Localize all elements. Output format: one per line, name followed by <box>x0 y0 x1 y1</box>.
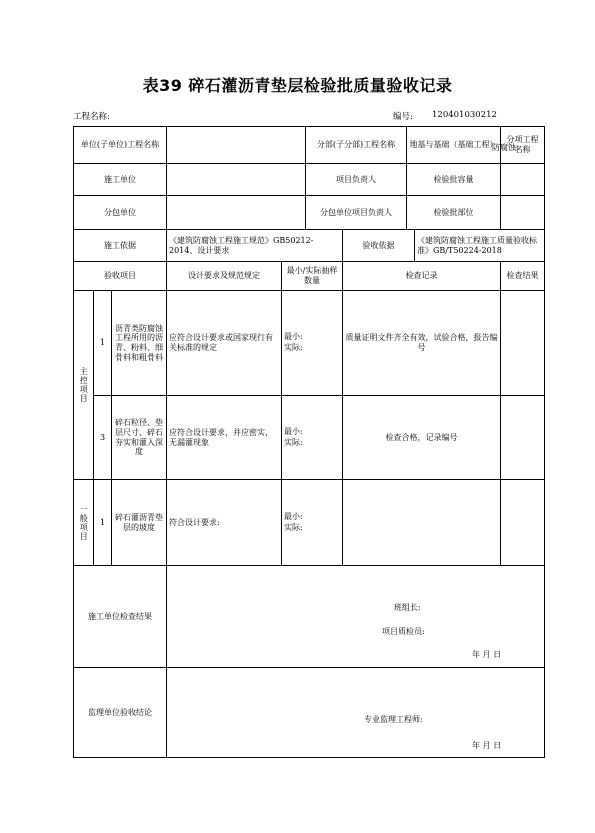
acceptance-basis-value: 《建筑防腐蚀工程施工质量验收标准》GB/T50224-2018 <box>415 230 545 262</box>
contractor-value[interactable] <box>167 164 306 196</box>
unit-project-value[interactable] <box>167 127 306 164</box>
row-number: 1 <box>94 480 112 566</box>
sampling-cell <box>282 291 343 396</box>
min-label: 最小: <box>284 511 303 521</box>
check-item: 碎石灌沥青垫层的坡度 <box>112 480 167 566</box>
project-manager-label: 项目负责人 <box>306 164 407 196</box>
check-record[interactable] <box>343 480 501 566</box>
check-result[interactable] <box>501 480 545 566</box>
sub-project-label: 分部(子分部)工程名称 <box>306 127 407 164</box>
acceptance-basis-label: 验收依据 <box>343 230 415 262</box>
requirement: 应符合设计要求或国家现行有关标准的规定 <box>167 291 282 396</box>
check-item: 碎石粒径、垫层尺寸、碎石夯实和灌入深度 <box>112 396 167 480</box>
construction-basis-label: 施工依据 <box>74 230 167 262</box>
unit-project-label: 单位(子单位)工程名称 <box>74 127 167 164</box>
main-control-label: 主控项目 <box>79 367 89 403</box>
supervisor-check-label: 监理单位验收结论 <box>74 668 167 758</box>
page-title: 表39 碎石灌沥青垫层检验批质量验收记录 <box>142 76 453 95</box>
number-value: 120401030212 <box>432 110 497 120</box>
actual-label: 实际: <box>284 343 303 352</box>
supervisor-check-cell[interactable] <box>167 668 545 758</box>
supervisor-date: 年 月 日 <box>472 740 502 750</box>
number-label: 编号: <box>393 112 413 122</box>
batch-location-label: 检验批部位 <box>407 196 501 230</box>
check-item: 沥青类防腐蚀工程所用的沥青、粉料、细骨料和粗骨料 <box>112 291 167 396</box>
col-header-record: 检查记录 <box>343 262 501 291</box>
engineer-label: 专业监理工程师: <box>364 714 423 724</box>
sampling-cell <box>282 480 343 566</box>
col-header-item: 验收项目 <box>74 262 167 291</box>
col-header-result: 检查结果 <box>501 262 545 291</box>
col-header-requirement: 设计要求及规范规定 <box>167 262 282 291</box>
sub-manager-label: 分包单位项目负责人 <box>306 196 407 230</box>
min-label: 最小: <box>284 426 303 436</box>
contractor-check-cell[interactable] <box>167 566 545 668</box>
actual-label: 实际: <box>284 522 303 532</box>
project-name-label: 工程名称: <box>73 112 110 122</box>
sub-project-value: 地基与基础（基础工程） <box>407 127 501 164</box>
sampling-cell <box>282 396 343 480</box>
main-control-label-cell <box>74 291 94 480</box>
item-project-value: 防腐蚀 <box>492 143 516 152</box>
requirement: 应符合设计要求，并应密实，无漏灌现象 <box>167 396 282 480</box>
min-label: 最小: <box>284 332 303 342</box>
foreman-label: 班组长: <box>394 602 421 612</box>
general-label: 一般项目 <box>79 504 89 541</box>
row-number: 1 <box>94 291 112 396</box>
inspector-label: 项目质检员: <box>382 626 425 636</box>
item-project-label: 分项工程名称 <box>501 127 545 164</box>
batch-capacity-value[interactable] <box>501 164 545 196</box>
acceptance-form-table <box>73 126 545 758</box>
batch-capacity-label: 检验批容量 <box>407 164 501 196</box>
check-result[interactable] <box>501 291 545 396</box>
check-record: 质量证明文件齐全有效，试验合格，报告编号 <box>343 291 501 396</box>
row-number: 3 <box>94 396 112 480</box>
subcontractor-label: 分包单位 <box>74 196 167 230</box>
contractor-label: 施工单位 <box>74 164 167 196</box>
requirement: 符合设计要求: <box>167 480 282 566</box>
general-label-cell <box>74 480 94 566</box>
actual-label: 实际: <box>284 437 303 447</box>
batch-location-value[interactable] <box>501 196 545 230</box>
col-header-sampling: 最小/实际抽样数量 <box>282 262 343 291</box>
check-record: 检查合格，记录编号 <box>343 396 501 480</box>
contractor-date: 年 月 日 <box>472 649 502 659</box>
check-result[interactable] <box>501 396 545 480</box>
subcontractor-value[interactable] <box>167 196 306 230</box>
contractor-check-label: 施工单位检查结果 <box>74 566 167 668</box>
construction-basis-value: 《建筑防腐蚀工程施工规范》GB50212-2014、设计要求 <box>167 230 343 262</box>
